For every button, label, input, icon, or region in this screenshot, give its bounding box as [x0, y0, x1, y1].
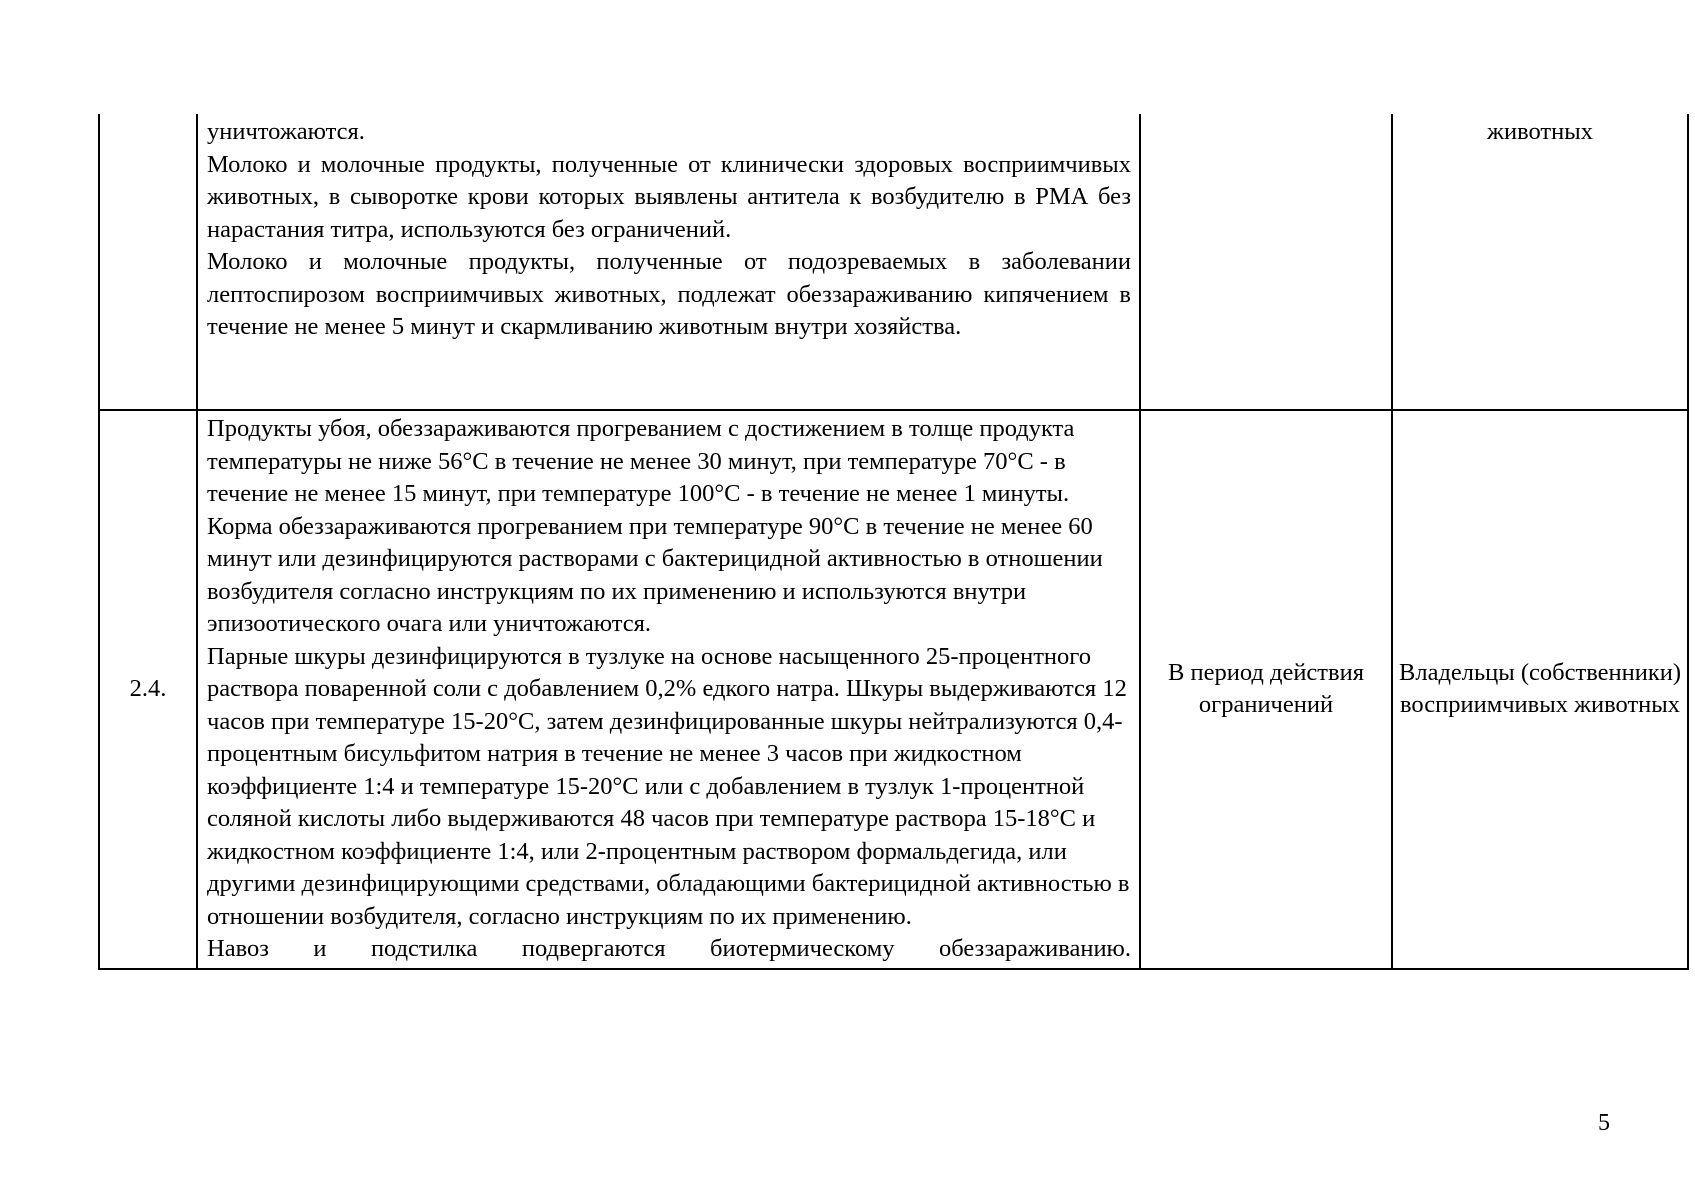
paragraph: Парные шкуры дезинфицируются в тузлуке на основе насыщенного 25-процентного раствора поваренной соли с добавлением 0,2% едкого натра. Шкуры выдерживаются 12 часов при температуре 15-20°С, затем дезинфицированные шкуры нейтрализуются 0,4-процентным бисульфитом натрия в течение не менее 3 часов при жидкостном коэффициенте 1:4 и температуре 15-20°С или с добавлением в тузлук 1-процентной соляной кислоты либо выдерживаются 48 часов при температуре раствора 15-18°С и жидкостном коэффициенте 1:4, или 2-процентным раствором формальдегида, или другими дезинфицирующими средствами, обладающими бактерицидной активностью в отношении возбудителя, согласно инструкциям по их применению. — [207, 642, 1130, 930]
responsible-text: Владельцы (собственники) восприимчивых животных — [1399, 658, 1682, 719]
measure-text-cell — [197, 114, 1140, 410]
measure-text-cell — [197, 410, 1140, 969]
responsible-cell — [1392, 410, 1688, 969]
row-number-cell: 2.4. — [99, 410, 197, 969]
measures-table — [98, 114, 1689, 970]
responsible-text: животных — [1487, 118, 1593, 145]
paragraph: Корма обеззараживаются прогреванием при температуре 90°С в течение не менее 60 минут или дезинфицируются растворами с бактерицидной активностью в отношении возбудителя согласно инструкциям по их применению и используются внутри эпизоотического очага или уничтожаются. — [207, 512, 1103, 637]
responsible-cell — [1392, 114, 1688, 410]
paragraph: Продукты убоя, обеззараживаются прогреванием с достижением в толще продукта температуры не ниже 56°С в течение не менее 30 минут, при температуре 70°С - в течение не менее 15 минут, при температуре 100°С - в течение не менее 1 минуты. — [207, 415, 1075, 507]
period-cell — [1140, 410, 1392, 969]
table-row-2-4 — [99, 410, 1688, 969]
period-cell-empty — [1140, 114, 1392, 410]
table-row-continued — [99, 114, 1688, 410]
row-number-cell-empty — [99, 114, 197, 410]
paragraph: уничтожаются. — [207, 118, 365, 145]
paragraph: Молоко и молочные продукты, полученные от клинически здоровых восприимчивых животных, в сыворотке крови которых выявлены антитела к возбудителю в РМА без нарастания титра, используются без ограничений. — [207, 150, 1131, 243]
paragraph: Навоз и подстилка подвергаются биотермическому обеззараживанию. — [207, 935, 1131, 962]
period-text: В период действия ограничений — [1168, 658, 1364, 719]
paragraph: Молоко и молочные продукты, полученные от подозреваемых в заболевании лептоспирозом восприимчивых животных, подлежат обеззараживанию кипячением в течение не менее 5 минут и скармливанию животным внутри хозяйства. — [207, 248, 1131, 340]
page-number: 5 — [1598, 1110, 1610, 1136]
